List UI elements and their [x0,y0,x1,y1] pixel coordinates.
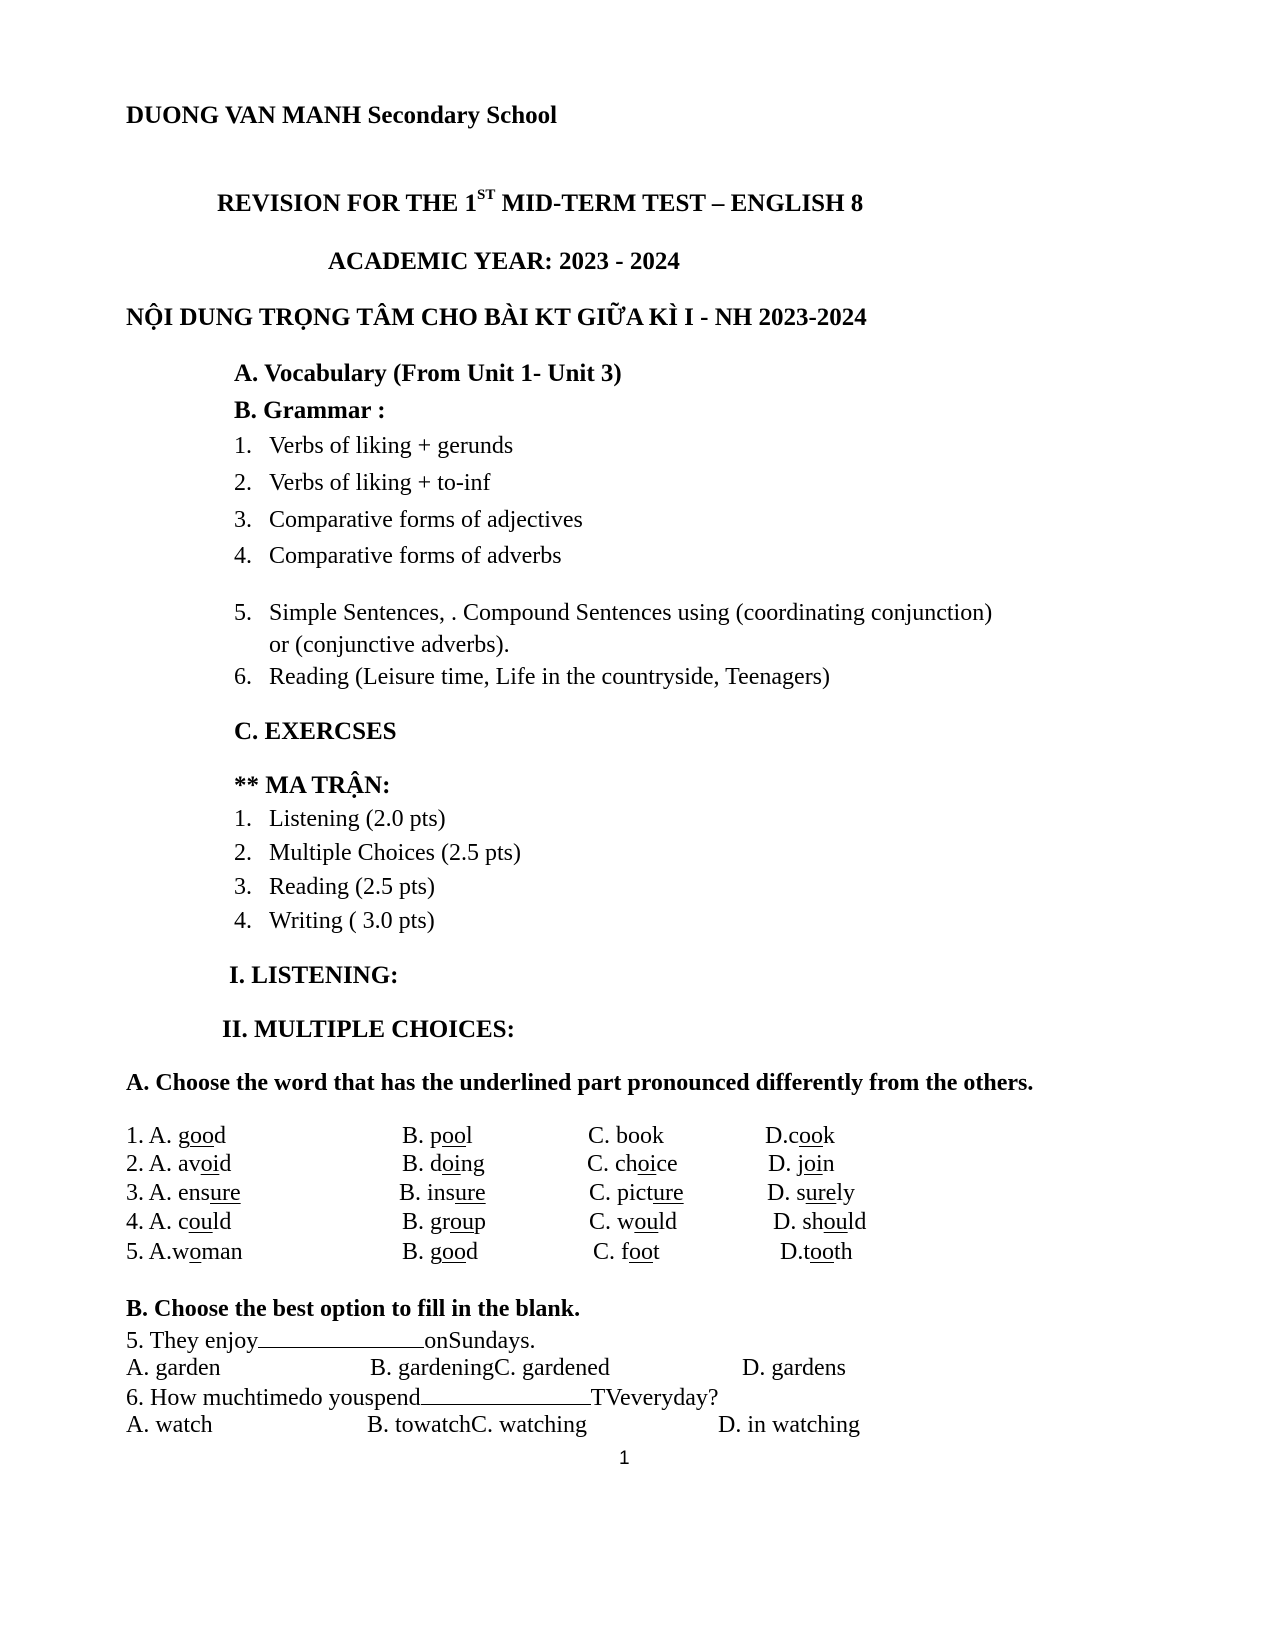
pronunciation-option: C. would [589,1209,678,1235]
section-vocabulary: A. Vocabulary (From Unit 1- Unit 3) [234,360,622,387]
focus-heading: NỘI DUNG TRỌNG TÂM CHO BÀI KT GIỮA KÌ I - NH 2023-2024 [126,304,867,331]
grammar-item-number: 1. [234,433,252,459]
pronunciation-option: B. good [402,1239,479,1265]
underlined-sound: oo [629,1239,653,1265]
grammar-item-number: 2. [234,470,252,496]
matrix-item: Writing ( 3.0 pts) [269,908,435,934]
pronunciation-option: 1. A. good [126,1123,227,1149]
underlined-sound: oo [442,1239,467,1265]
grammar-item: Comparative forms of adjectives [269,507,583,533]
underlined-sound: ou [634,1209,659,1235]
pronunciation-option: D.tooth [780,1239,853,1265]
pronunciation-option: C. book [588,1123,665,1149]
underlined-sound: oi [637,1151,657,1177]
fill-blank-instructions: B. Choose the best option to fill in the blank. [126,1296,581,1322]
matrix-item-number: 3. [234,874,252,900]
matrix-heading: ** MA TRẬN: [234,772,391,799]
grammar-item: Reading (Leisure time, Life in the countryside, Teenagers) [269,664,831,690]
pronunciation-option: D. should [773,1209,867,1235]
underlined-sound: ou [450,1209,474,1235]
question-5: 5. They enjoy onSundays. [126,1328,536,1354]
underlined-sound: oi [442,1151,461,1177]
pronunciation-option: 3. A. ensure [126,1180,241,1206]
matrix-item: Reading (2.5 pts) [269,874,435,900]
underlined-sound: oo [190,1123,215,1149]
document-title: REVISION FOR THE 1ST MID-TERM TEST – ENGLISH 8 [217,187,864,217]
pronunciation-option: 5. A.woman [126,1239,243,1265]
answer-blank [258,1327,424,1348]
school-name: DUONG VAN MANH Secondary School [126,102,558,129]
grammar-item: Comparative forms of adverbs [269,543,562,569]
pronunciation-instructions: A. Choose the word that has the underlined part pronounced differently from the others. [126,1070,1034,1096]
matrix-item: Multiple Choices (2.5 pts) [269,840,521,866]
pronunciation-option: B. doing [402,1151,485,1177]
pronunciation-option: B. pool [402,1123,473,1149]
underlined-sound: ou [188,1209,213,1235]
answer-blank [421,1384,591,1405]
grammar-item: Verbs of liking + gerunds [269,433,514,459]
grammar-item: Verbs of liking + to-inf [269,470,491,496]
underlined-sound: oi [200,1151,220,1177]
pronunciation-option: D.cook [765,1123,835,1149]
pronunciation-option: B. insure [399,1180,486,1206]
multiple-choices-heading: II. MULTIPLE CHOICES: [222,1016,515,1043]
matrix-item-number: 4. [234,908,252,934]
pronunciation-option: D. join [768,1151,835,1177]
pronunciation-option: C. choice [587,1151,678,1177]
question-6-option-d: D. in watching [718,1412,860,1438]
matrix-item-number: 1. [234,806,252,832]
underlined-sound: ure [455,1180,486,1206]
underlined-sound: oo [810,1239,834,1265]
question-5-option-bc: B. gardeningC. gardened [370,1355,610,1381]
underlined-sound: oo [798,1123,823,1149]
grammar-item-number: 4. [234,543,252,569]
matrix-item: Listening (2.0 pts) [269,806,446,832]
underlined-sound: ure [805,1180,837,1206]
academic-year: ACADEMIC YEAR: 2023 - 2024 [328,248,680,275]
grammar-item-number: 5. [234,600,252,626]
section-exercises: C. EXERCSES [234,718,397,745]
grammar-item-continuation: or (conjunctive adverbs). [269,632,510,658]
question-6-option-a: A. watch [126,1412,213,1438]
question-5-option-d: D. gardens [742,1355,846,1381]
grammar-item: Simple Sentences, . Compound Sentences using (coordinating conjunction) [269,600,993,626]
pronunciation-option: C. foot [593,1239,660,1265]
underlined-sound: o [189,1239,202,1265]
listening-heading: I. LISTENING: [229,962,399,989]
pronunciation-option: D. surely [767,1180,855,1206]
underlined-sound: oi [804,1151,823,1177]
section-grammar: B. Grammar : [234,397,386,424]
underlined-sound: oo [442,1123,467,1149]
pronunciation-option: 4. A. could [126,1209,232,1235]
grammar-item-number: 3. [234,507,252,533]
question-6-option-bc: B. towatchC. watching [367,1412,587,1438]
page-number: 1 [619,1448,630,1469]
pronunciation-option: B. group [402,1209,486,1235]
pronunciation-option: C. picture [589,1180,684,1206]
question-5-option-a: A. garden [126,1355,221,1381]
matrix-item-number: 2. [234,840,252,866]
grammar-item-number: 6. [234,664,252,690]
question-6: 6. How muchtimedo youspend TVeveryday? [126,1385,719,1411]
underlined-sound: ou [823,1209,848,1235]
underlined-sound: ure [653,1180,684,1206]
pronunciation-option: 2. A. avoid [126,1151,232,1177]
underlined-sound: ure [210,1180,241,1206]
